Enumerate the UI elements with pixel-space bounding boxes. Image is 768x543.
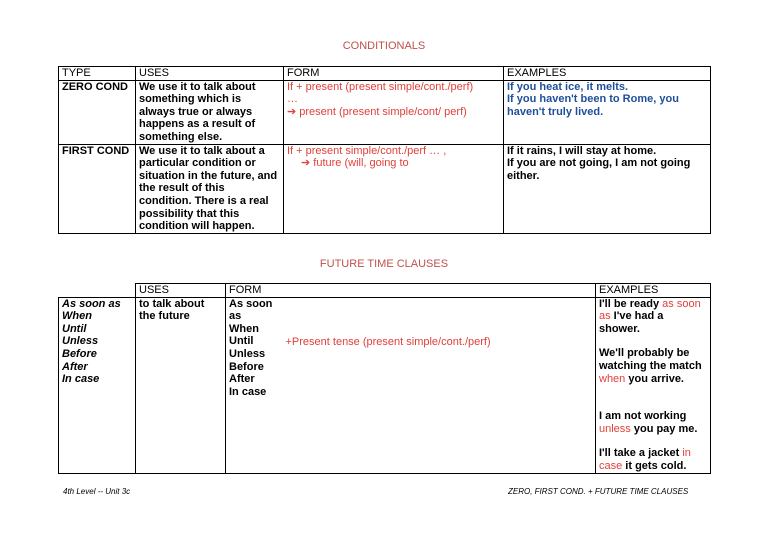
examples-cell	[504, 144, 711, 233]
form-rule: +Present tense (present simple/cont./perf)	[285, 335, 491, 348]
conjunction: Unless	[62, 335, 99, 348]
header-examples: EXAMPLES	[596, 284, 711, 298]
conjunction: When	[62, 310, 92, 323]
example-line: I am not working unless you pay me.	[599, 410, 698, 435]
form-conjunction: When	[229, 322, 259, 335]
header-uses: USES	[136, 284, 226, 298]
type-cell: FIRST COND	[59, 144, 136, 233]
conditionals-header-row	[59, 67, 711, 81]
example-line: If you are not going, I am not going either.	[507, 157, 691, 182]
future-time-clauses-table	[58, 283, 711, 474]
form-line: ➔ present (present simple/cont/ perf)	[287, 105, 467, 118]
form-cell	[284, 80, 504, 144]
form-line: …	[287, 93, 298, 106]
conjunction: After	[62, 360, 88, 373]
form-conjunction: Unless	[229, 347, 266, 360]
header-type: TYPE	[59, 67, 136, 81]
header-form: FORM	[284, 67, 504, 81]
conditionals-table	[58, 66, 711, 234]
conjunction-cell	[59, 297, 136, 473]
form-conjunction: Before	[229, 360, 264, 373]
form-line: ➔ future (will, going to	[301, 157, 409, 170]
conditionals-title: CONDITIONALS	[342, 40, 426, 52]
conjunction: Until	[62, 322, 87, 335]
uses-cell: to talk about the future	[136, 297, 226, 473]
example-line: If you heat ice, it melts.	[507, 80, 629, 93]
uses-cell: We use it to talk about something which is always true or always happens as a result of something else.	[136, 80, 284, 144]
future-time-clauses-title: FUTURE TIME CLAUSES	[319, 258, 449, 270]
table-row	[59, 297, 711, 473]
form-conjunction-cell	[226, 297, 283, 473]
examples-cell	[504, 80, 711, 144]
example-line: If it rains, I will stay at home.	[507, 144, 657, 157]
header-form: FORM	[226, 284, 283, 298]
header-blank	[59, 284, 136, 298]
form-line: If + present simple/cont./perf … ,	[287, 144, 447, 157]
form-conjunction: As soon as	[229, 297, 273, 323]
form-conjunction: In case	[229, 385, 267, 398]
form-rule-cell	[283, 297, 596, 473]
conjunction: In case	[62, 373, 100, 386]
form-cell	[284, 144, 504, 233]
footer-right: ZERO, FIRST COND. + FUTURE TIME CLAUSES	[508, 487, 689, 496]
conjunction: Before	[62, 347, 97, 360]
header-uses: USES	[136, 67, 284, 81]
type-cell: ZERO COND	[59, 80, 136, 144]
example-line: I'll be ready as soon as I've had a shower.	[599, 297, 701, 335]
conjunction: As soon as	[62, 297, 121, 310]
uses-cell: We use it to talk about a particular condition or situation in the future, and the result of this condition. There is a real possibility that this condition will happen.	[136, 144, 284, 233]
example-line: I'll take a jacket in case it gets cold.	[599, 447, 691, 472]
table-row	[59, 80, 711, 144]
form-conjunction: After	[229, 373, 255, 386]
ftc-header-row	[59, 284, 711, 298]
examples-cell	[596, 297, 711, 473]
header-form-rule	[283, 284, 596, 298]
form-line: If + present (present simple/cont./perf)	[287, 80, 474, 93]
header-examples: EXAMPLES	[504, 67, 711, 81]
footer-left: 4th Level -- Unit 3c	[63, 487, 131, 496]
example-line: If you haven't been to Rome, you haven't truly lived.	[507, 93, 679, 118]
example-line: We'll probably be watching the match when you arrive.	[599, 347, 702, 385]
table-row	[59, 144, 711, 233]
form-conjunction: Until	[229, 335, 254, 348]
